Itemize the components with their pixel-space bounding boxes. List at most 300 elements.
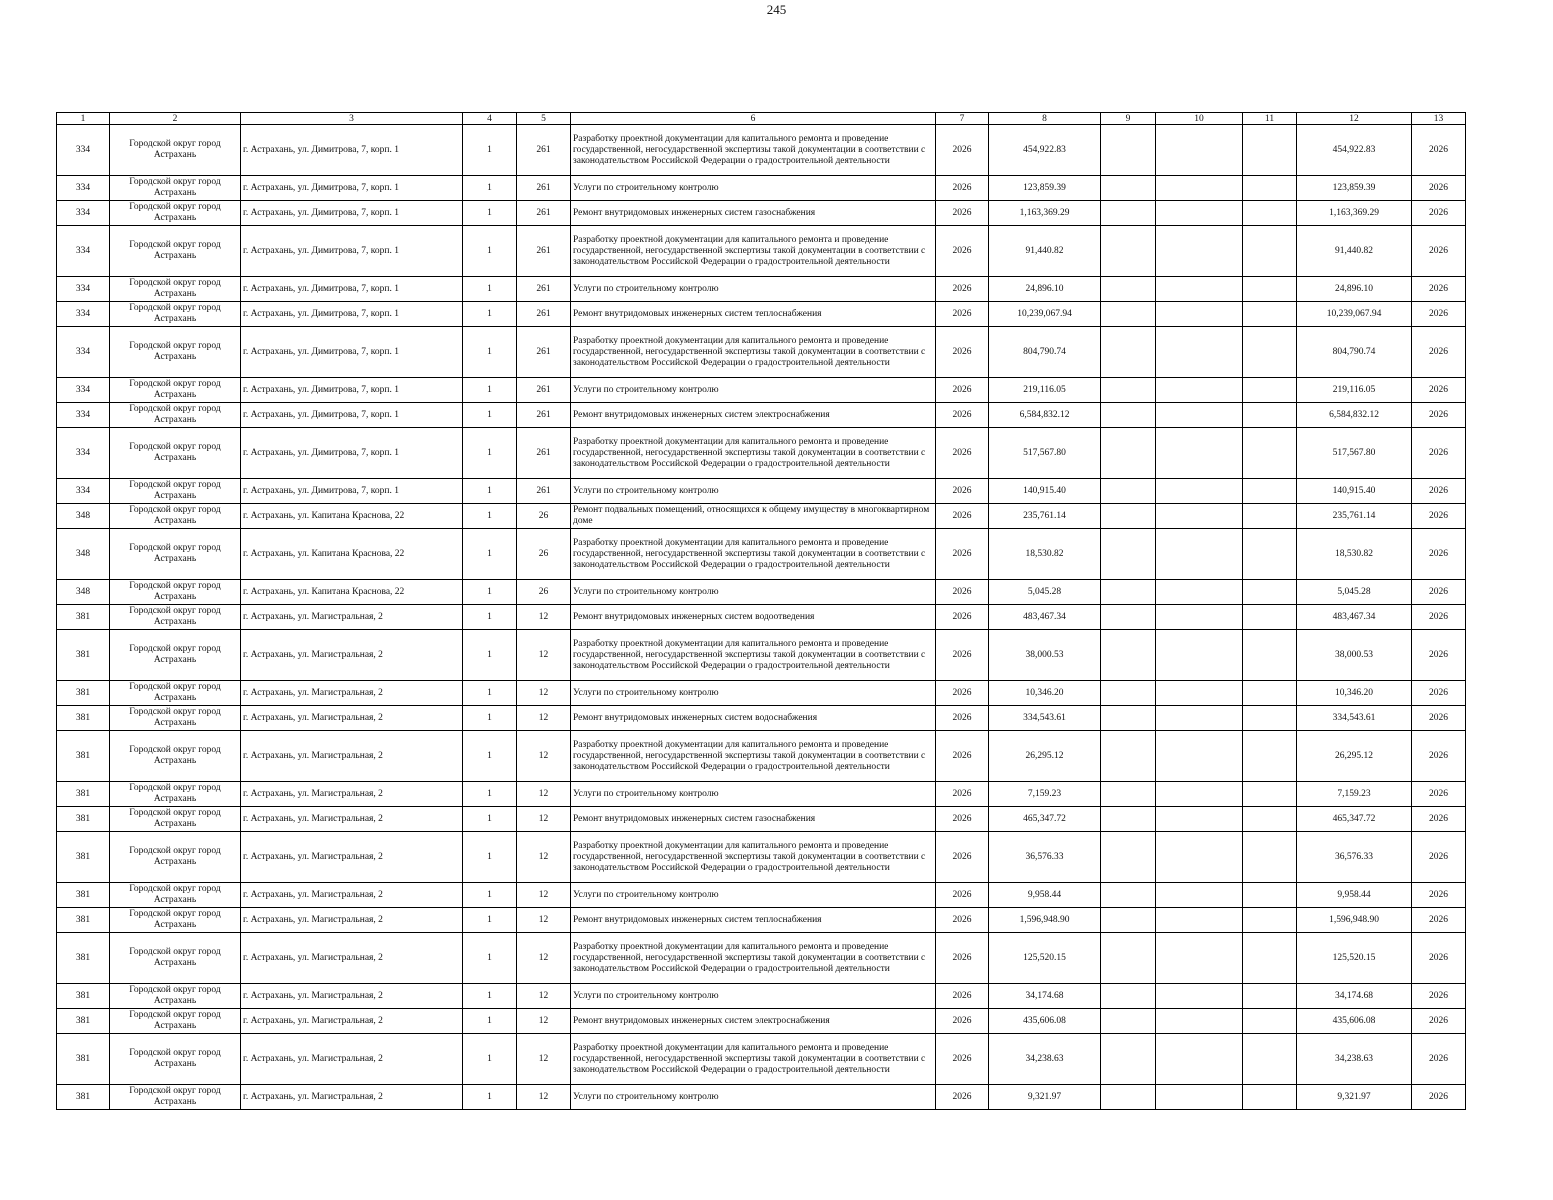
- cell-year: 2026: [936, 226, 989, 277]
- cell-col11: [1243, 630, 1297, 681]
- cell-col4: 1: [463, 908, 517, 933]
- header-cell: 8: [989, 113, 1101, 125]
- cell-col10: [1156, 605, 1243, 630]
- cell-address: г. Астрахань, ул. Капитана Краснова, 22: [241, 529, 463, 580]
- cell-col4: 1: [463, 479, 517, 504]
- cell-address: г. Астрахань, ул. Магистральная, 2: [241, 605, 463, 630]
- cell-col4: 1: [463, 1009, 517, 1034]
- table-row: [57, 125, 1466, 176]
- header-cell: 2: [110, 113, 241, 125]
- cell-col10: [1156, 706, 1243, 731]
- cell-total: 435,606.08: [1297, 1009, 1412, 1034]
- cell-municipality: Городской округ город Астрахань: [110, 201, 241, 226]
- cell-total: 483,467.34: [1297, 605, 1412, 630]
- cell-col5: 26: [517, 504, 571, 529]
- cell-municipality: Городской округ город Астрахань: [110, 378, 241, 403]
- cell-col10: [1156, 782, 1243, 807]
- cell-col9: [1101, 706, 1156, 731]
- cell-col4: 1: [463, 984, 517, 1009]
- cell-col5: 12: [517, 1034, 571, 1085]
- cell-col11: [1243, 1085, 1297, 1110]
- cell-municipality: Городской округ город Астрахань: [110, 125, 241, 176]
- cell-col11: [1243, 176, 1297, 201]
- cell-end-year: 2026: [1412, 706, 1466, 731]
- cell-col9: [1101, 630, 1156, 681]
- cell-col11: [1243, 479, 1297, 504]
- cell-cost: 91,440.82: [989, 226, 1101, 277]
- cell-year: 2026: [936, 479, 989, 504]
- cell-col4: 1: [463, 428, 517, 479]
- cell-col9: [1101, 1085, 1156, 1110]
- cell-col10: [1156, 933, 1243, 984]
- cell-year: 2026: [936, 605, 989, 630]
- cell-col10: [1156, 327, 1243, 378]
- header-row: [57, 113, 1466, 125]
- cell-col11: [1243, 226, 1297, 277]
- cell-col5: 12: [517, 630, 571, 681]
- cell-municipality: Городской округ город Астрахань: [110, 681, 241, 706]
- cell-col5: 12: [517, 1085, 571, 1110]
- cell-col11: [1243, 1034, 1297, 1085]
- cell-col4: 1: [463, 277, 517, 302]
- cell-col9: [1101, 529, 1156, 580]
- cell-col5: 12: [517, 731, 571, 782]
- cell-cost: 36,576.33: [989, 832, 1101, 883]
- cell-municipality: Городской округ город Астрахань: [110, 277, 241, 302]
- cell-year: 2026: [936, 176, 989, 201]
- cell-col5: 261: [517, 378, 571, 403]
- cell-total: 10,346.20: [1297, 681, 1412, 706]
- cell-total: 334,543.61: [1297, 706, 1412, 731]
- cell-col11: [1243, 883, 1297, 908]
- cell-cost: 1,596,948.90: [989, 908, 1101, 933]
- cell-col11: [1243, 832, 1297, 883]
- cell-house-id: 334: [57, 226, 110, 277]
- cell-col11: [1243, 504, 1297, 529]
- cell-col10: [1156, 807, 1243, 832]
- cell-col10: [1156, 479, 1243, 504]
- cell-house-id: 381: [57, 706, 110, 731]
- cell-address: г. Астрахань, ул. Димитрова, 7, корп. 1: [241, 403, 463, 428]
- cell-cost: 9,958.44: [989, 883, 1101, 908]
- cell-col9: [1101, 605, 1156, 630]
- cell-col10: [1156, 580, 1243, 605]
- cell-address: г. Астрахань, ул. Магистральная, 2: [241, 1009, 463, 1034]
- cell-col4: 1: [463, 681, 517, 706]
- cell-address: г. Астрахань, ул. Магистральная, 2: [241, 782, 463, 807]
- cell-work-type: Услуги по строительному контролю: [571, 984, 936, 1009]
- cell-house-id: 334: [57, 176, 110, 201]
- cell-total: 1,163,369.29: [1297, 201, 1412, 226]
- cell-municipality: Городской округ город Астрахань: [110, 782, 241, 807]
- cell-year: 2026: [936, 580, 989, 605]
- cell-col5: 12: [517, 605, 571, 630]
- cell-col9: [1101, 428, 1156, 479]
- cell-col11: [1243, 529, 1297, 580]
- cell-cost: 24,896.10: [989, 277, 1101, 302]
- cell-house-id: 381: [57, 984, 110, 1009]
- cell-col9: [1101, 176, 1156, 201]
- cell-work-type: Ремонт внутридомовых инженерных систем водоотведения: [571, 605, 936, 630]
- cell-year: 2026: [936, 832, 989, 883]
- cell-cost: 804,790.74: [989, 327, 1101, 378]
- cell-col11: [1243, 327, 1297, 378]
- cell-address: г. Астрахань, ул. Капитана Краснова, 22: [241, 504, 463, 529]
- table-row: [57, 580, 1466, 605]
- cell-cost: 125,520.15: [989, 933, 1101, 984]
- cell-municipality: Городской округ город Астрахань: [110, 327, 241, 378]
- cell-col4: 1: [463, 580, 517, 605]
- cell-municipality: Городской округ город Астрахань: [110, 731, 241, 782]
- cell-municipality: Городской округ город Астрахань: [110, 984, 241, 1009]
- cell-col11: [1243, 1009, 1297, 1034]
- table-row: [57, 706, 1466, 731]
- cell-total: 36,576.33: [1297, 832, 1412, 883]
- cell-end-year: 2026: [1412, 782, 1466, 807]
- cell-address: г. Астрахань, ул. Магистральная, 2: [241, 1085, 463, 1110]
- cell-year: 2026: [936, 984, 989, 1009]
- cell-cost: 123,859.39: [989, 176, 1101, 201]
- cell-house-id: 381: [57, 1034, 110, 1085]
- cell-col4: 1: [463, 883, 517, 908]
- cell-col4: 1: [463, 1034, 517, 1085]
- cell-work-type: Услуги по строительному контролю: [571, 277, 936, 302]
- cell-cost: 483,467.34: [989, 605, 1101, 630]
- cell-col5: 12: [517, 984, 571, 1009]
- cell-address: г. Астрахань, ул. Димитрова, 7, корп. 1: [241, 201, 463, 226]
- cell-year: 2026: [936, 731, 989, 782]
- cell-cost: 34,238.63: [989, 1034, 1101, 1085]
- cell-cost: 26,295.12: [989, 731, 1101, 782]
- cell-total: 5,045.28: [1297, 580, 1412, 605]
- cell-work-type: Ремонт внутридомовых инженерных систем электроснабжения: [571, 403, 936, 428]
- cell-col5: 261: [517, 327, 571, 378]
- cell-cost: 10,239,067.94: [989, 302, 1101, 327]
- cell-address: г. Астрахань, ул. Димитрова, 7, корп. 1: [241, 428, 463, 479]
- table-row: [57, 378, 1466, 403]
- cell-cost: 34,174.68: [989, 984, 1101, 1009]
- cell-total: 9,321.97: [1297, 1085, 1412, 1110]
- cell-end-year: 2026: [1412, 605, 1466, 630]
- cell-col4: 1: [463, 327, 517, 378]
- cell-house-id: 381: [57, 908, 110, 933]
- cell-col5: 12: [517, 832, 571, 883]
- cell-total: 6,584,832.12: [1297, 403, 1412, 428]
- cell-col10: [1156, 1009, 1243, 1034]
- cell-col4: 1: [463, 226, 517, 277]
- cell-end-year: 2026: [1412, 832, 1466, 883]
- cell-municipality: Городской округ город Астрахань: [110, 1034, 241, 1085]
- cell-cost: 6,584,832.12: [989, 403, 1101, 428]
- cell-end-year: 2026: [1412, 479, 1466, 504]
- cell-work-type: Разработку проектной документации для капитального ремонта и проведение государственной, негосударственной экспертизы такой документации в соответствии с законодательством Российской Федерации о градостроительной деятельности: [571, 125, 936, 176]
- cell-end-year: 2026: [1412, 883, 1466, 908]
- cell-col9: [1101, 277, 1156, 302]
- cell-col11: [1243, 277, 1297, 302]
- table-row: [57, 176, 1466, 201]
- cell-municipality: Городской округ город Астрахань: [110, 176, 241, 201]
- cell-work-type: Услуги по строительному контролю: [571, 1085, 936, 1110]
- table-row: [57, 1034, 1466, 1085]
- cell-address: г. Астрахань, ул. Магистральная, 2: [241, 681, 463, 706]
- cell-house-id: 334: [57, 201, 110, 226]
- header-cell: 1: [57, 113, 110, 125]
- cell-cost: 5,045.28: [989, 580, 1101, 605]
- cell-municipality: Городской округ город Астрахань: [110, 883, 241, 908]
- cell-col4: 1: [463, 403, 517, 428]
- cell-total: 24,896.10: [1297, 277, 1412, 302]
- header-cell: 9: [1101, 113, 1156, 125]
- cell-col10: [1156, 681, 1243, 706]
- page-number: 245: [766, 2, 787, 17]
- cell-address: г. Астрахань, ул. Магистральная, 2: [241, 630, 463, 681]
- cell-cost: 10,346.20: [989, 681, 1101, 706]
- cell-house-id: 381: [57, 782, 110, 807]
- cell-col10: [1156, 1034, 1243, 1085]
- table-row: [57, 782, 1466, 807]
- cell-col11: [1243, 378, 1297, 403]
- cell-end-year: 2026: [1412, 807, 1466, 832]
- table-row: [57, 1085, 1466, 1110]
- cell-work-type: Разработку проектной документации для капитального ремонта и проведение государственной, негосударственной экспертизы такой документации в соответствии с законодательством Российской Федерации о градостроительной деятельности: [571, 630, 936, 681]
- cell-end-year: 2026: [1412, 1085, 1466, 1110]
- cell-col5: 261: [517, 176, 571, 201]
- cell-house-id: 381: [57, 630, 110, 681]
- cell-col9: [1101, 1034, 1156, 1085]
- cell-cost: 1,163,369.29: [989, 201, 1101, 226]
- cell-col10: [1156, 984, 1243, 1009]
- cell-col11: [1243, 403, 1297, 428]
- cell-col11: [1243, 125, 1297, 176]
- cell-col11: [1243, 580, 1297, 605]
- cell-municipality: Городской округ город Астрахань: [110, 933, 241, 984]
- cell-house-id: 381: [57, 1085, 110, 1110]
- cell-end-year: 2026: [1412, 681, 1466, 706]
- cell-cost: 38,000.53: [989, 630, 1101, 681]
- cell-col9: [1101, 504, 1156, 529]
- table-row: [57, 428, 1466, 479]
- cell-col10: [1156, 883, 1243, 908]
- table-row: [57, 807, 1466, 832]
- header-cell: 10: [1156, 113, 1243, 125]
- cell-work-type: Разработку проектной документации для капитального ремонта и проведение государственной, негосударственной экспертизы такой документации в соответствии с законодательством Российской Федерации о градостроительной деятельности: [571, 226, 936, 277]
- cell-col4: 1: [463, 630, 517, 681]
- cell-total: 517,567.80: [1297, 428, 1412, 479]
- cell-total: 123,859.39: [1297, 176, 1412, 201]
- cell-address: г. Астрахань, ул. Димитрова, 7, корп. 1: [241, 277, 463, 302]
- cell-year: 2026: [936, 428, 989, 479]
- cell-house-id: 334: [57, 403, 110, 428]
- cell-col9: [1101, 327, 1156, 378]
- cell-work-type: Ремонт внутридомовых инженерных систем теплоснабжения: [571, 302, 936, 327]
- cell-work-type: Услуги по строительному контролю: [571, 176, 936, 201]
- cell-col5: 261: [517, 277, 571, 302]
- cell-address: г. Астрахань, ул. Магистральная, 2: [241, 933, 463, 984]
- cell-end-year: 2026: [1412, 504, 1466, 529]
- cell-col10: [1156, 302, 1243, 327]
- table-row: [57, 605, 1466, 630]
- header-cell: 12: [1297, 113, 1412, 125]
- cell-col5: 261: [517, 201, 571, 226]
- cell-cost: 7,159.23: [989, 782, 1101, 807]
- cell-col5: 261: [517, 479, 571, 504]
- cell-work-type: Ремонт внутридомовых инженерных систем газоснабжения: [571, 201, 936, 226]
- cell-end-year: 2026: [1412, 125, 1466, 176]
- cell-address: г. Астрахань, ул. Магистральная, 2: [241, 832, 463, 883]
- cell-year: 2026: [936, 681, 989, 706]
- cell-col9: [1101, 302, 1156, 327]
- table-row: [57, 226, 1466, 277]
- cell-work-type: Услуги по строительному контролю: [571, 378, 936, 403]
- cell-year: 2026: [936, 201, 989, 226]
- cell-house-id: 348: [57, 504, 110, 529]
- cell-work-type: Услуги по строительному контролю: [571, 580, 936, 605]
- cell-col9: [1101, 984, 1156, 1009]
- cell-house-id: 334: [57, 277, 110, 302]
- cell-work-type: Услуги по строительному контролю: [571, 681, 936, 706]
- cell-municipality: Городской округ город Астрахань: [110, 807, 241, 832]
- cell-end-year: 2026: [1412, 302, 1466, 327]
- cell-work-type: Разработку проектной документации для капитального ремонта и проведение государственной, негосударственной экспертизы такой документации в соответствии с законодательством Российской Федерации о градостроительной деятельности: [571, 933, 936, 984]
- cell-end-year: 2026: [1412, 201, 1466, 226]
- table-row: [57, 403, 1466, 428]
- cell-year: 2026: [936, 403, 989, 428]
- cell-end-year: 2026: [1412, 428, 1466, 479]
- cell-address: г. Астрахань, ул. Магистральная, 2: [241, 883, 463, 908]
- cell-house-id: 381: [57, 883, 110, 908]
- cell-year: 2026: [936, 1085, 989, 1110]
- cell-col4: 1: [463, 731, 517, 782]
- cell-col5: 261: [517, 302, 571, 327]
- cell-col9: [1101, 226, 1156, 277]
- cell-cost: 465,347.72: [989, 807, 1101, 832]
- cell-col9: [1101, 908, 1156, 933]
- table-row: [57, 327, 1466, 378]
- cell-cost: 454,922.83: [989, 125, 1101, 176]
- cell-cost: 517,567.80: [989, 428, 1101, 479]
- cell-cost: 18,530.82: [989, 529, 1101, 580]
- cell-municipality: Городской округ город Астрахань: [110, 706, 241, 731]
- cell-col11: [1243, 201, 1297, 226]
- cell-cost: 435,606.08: [989, 1009, 1101, 1034]
- cell-col4: 1: [463, 529, 517, 580]
- cell-end-year: 2026: [1412, 277, 1466, 302]
- cell-year: 2026: [936, 529, 989, 580]
- cell-col4: 1: [463, 201, 517, 226]
- table-row: [57, 984, 1466, 1009]
- table-row: [57, 731, 1466, 782]
- cell-col4: 1: [463, 125, 517, 176]
- cell-municipality: Городской округ город Астрахань: [110, 226, 241, 277]
- cell-col9: [1101, 782, 1156, 807]
- cell-col10: [1156, 277, 1243, 302]
- cell-total: 34,238.63: [1297, 1034, 1412, 1085]
- cell-col10: [1156, 630, 1243, 681]
- cell-work-type: Разработку проектной документации для капитального ремонта и проведение государственной, негосударственной экспертизы такой документации в соответствии с законодательством Российской Федерации о градостроительной деятельности: [571, 731, 936, 782]
- cell-cost: 140,915.40: [989, 479, 1101, 504]
- cell-col5: 12: [517, 807, 571, 832]
- cell-col9: [1101, 378, 1156, 403]
- header-cell: 6: [571, 113, 936, 125]
- cell-col11: [1243, 782, 1297, 807]
- cell-work-type: Разработку проектной документации для капитального ремонта и проведение государственной, негосударственной экспертизы такой документации в соответствии с законодательством Российской Федерации о градостроительной деятельности: [571, 529, 936, 580]
- table-row: [57, 883, 1466, 908]
- cell-municipality: Городской округ город Астрахань: [110, 908, 241, 933]
- cell-total: 18,530.82: [1297, 529, 1412, 580]
- cell-work-type: Услуги по строительному контролю: [571, 883, 936, 908]
- cell-address: г. Астрахань, ул. Димитрова, 7, корп. 1: [241, 378, 463, 403]
- cell-col5: 12: [517, 782, 571, 807]
- cell-house-id: 381: [57, 731, 110, 782]
- cell-work-type: Ремонт подвальных помещений, относящихся к общему имуществу в многоквартирном доме: [571, 504, 936, 529]
- cell-house-id: 334: [57, 428, 110, 479]
- table-row: [57, 1009, 1466, 1034]
- cell-total: 465,347.72: [1297, 807, 1412, 832]
- cell-col10: [1156, 226, 1243, 277]
- cell-municipality: Городской округ город Астрахань: [110, 832, 241, 883]
- cell-col4: 1: [463, 807, 517, 832]
- cell-col5: 261: [517, 403, 571, 428]
- cell-work-type: Разработку проектной документации для капитального ремонта и проведение государственной, негосударственной экспертизы такой документации в соответствии с законодательством Российской Федерации о градостроительной деятельности: [571, 327, 936, 378]
- cell-col4: 1: [463, 378, 517, 403]
- cell-year: 2026: [936, 125, 989, 176]
- cell-col10: [1156, 1085, 1243, 1110]
- cell-total: 454,922.83: [1297, 125, 1412, 176]
- cell-house-id: 334: [57, 327, 110, 378]
- cell-total: 140,915.40: [1297, 479, 1412, 504]
- cell-col9: [1101, 731, 1156, 782]
- cell-end-year: 2026: [1412, 378, 1466, 403]
- cell-col4: 1: [463, 832, 517, 883]
- cell-end-year: 2026: [1412, 984, 1466, 1009]
- cell-col10: [1156, 428, 1243, 479]
- cell-col10: [1156, 529, 1243, 580]
- cell-total: 34,174.68: [1297, 984, 1412, 1009]
- cell-municipality: Городской округ город Астрахань: [110, 479, 241, 504]
- cell-end-year: 2026: [1412, 529, 1466, 580]
- cell-work-type: Ремонт внутридомовых инженерных систем водоснабжения: [571, 706, 936, 731]
- cell-municipality: Городской округ город Астрахань: [110, 630, 241, 681]
- header-cell: 3: [241, 113, 463, 125]
- cell-end-year: 2026: [1412, 580, 1466, 605]
- cell-col5: 12: [517, 681, 571, 706]
- table-row: [57, 630, 1466, 681]
- cell-col4: 1: [463, 782, 517, 807]
- cell-total: 804,790.74: [1297, 327, 1412, 378]
- cell-col4: 1: [463, 176, 517, 201]
- cell-col10: [1156, 125, 1243, 176]
- cell-address: г. Астрахань, ул. Димитрова, 7, корп. 1: [241, 327, 463, 378]
- cell-municipality: Городской округ город Астрахань: [110, 605, 241, 630]
- cell-year: 2026: [936, 807, 989, 832]
- cell-cost: 219,116.05: [989, 378, 1101, 403]
- cell-total: 26,295.12: [1297, 731, 1412, 782]
- cell-col11: [1243, 731, 1297, 782]
- cell-col10: [1156, 176, 1243, 201]
- header-cell: 7: [936, 113, 989, 125]
- cell-total: 91,440.82: [1297, 226, 1412, 277]
- cell-col11: [1243, 605, 1297, 630]
- cell-total: 219,116.05: [1297, 378, 1412, 403]
- cell-col10: [1156, 504, 1243, 529]
- cell-work-type: Разработку проектной документации для капитального ремонта и проведение государственной, негосударственной экспертизы такой документации в соответствии с законодательством Российской Федерации о градостроительной деятельности: [571, 1034, 936, 1085]
- cell-municipality: Городской округ город Астрахань: [110, 580, 241, 605]
- cell-col9: [1101, 883, 1156, 908]
- table-row: [57, 933, 1466, 984]
- cell-col5: 26: [517, 529, 571, 580]
- cell-col4: 1: [463, 706, 517, 731]
- cell-year: 2026: [936, 883, 989, 908]
